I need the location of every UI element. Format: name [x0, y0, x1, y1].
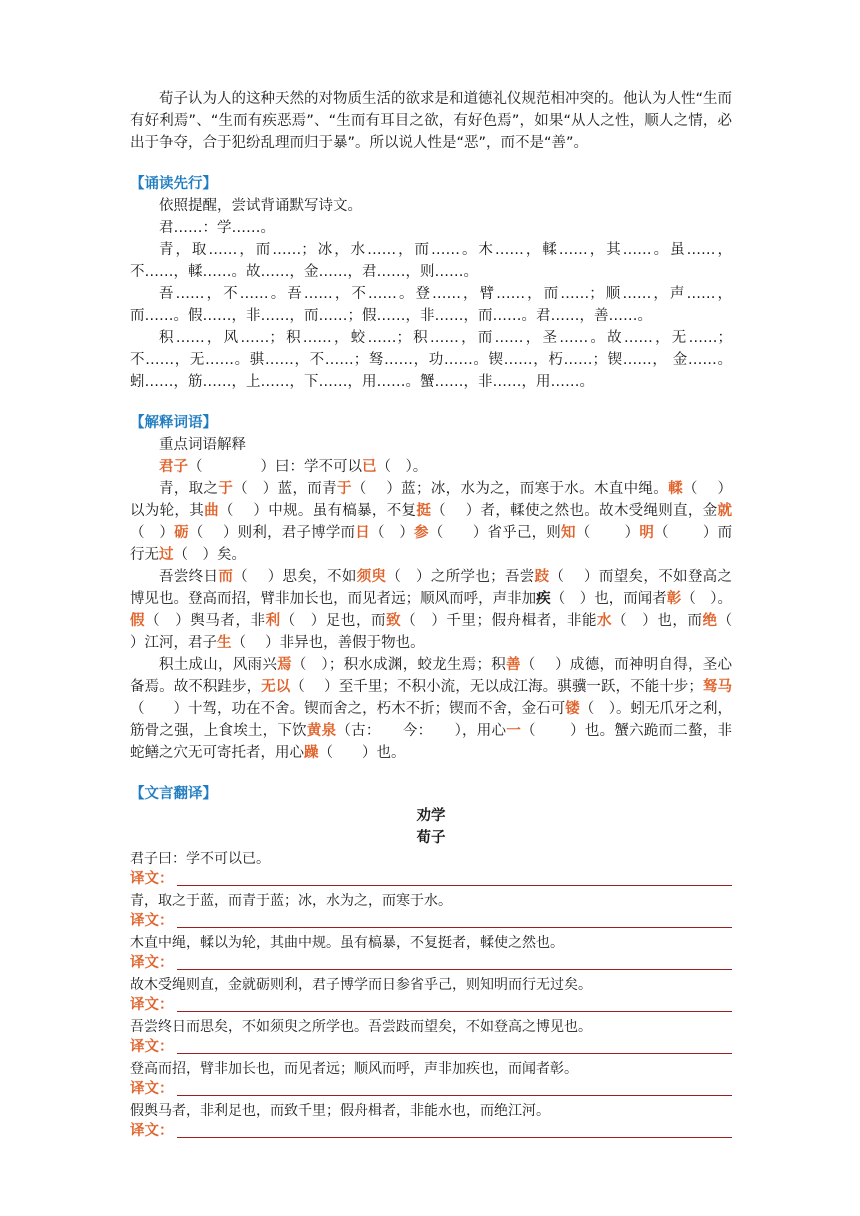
document-page: [130, 88, 752, 1143]
explain-paragraph: [130, 456, 732, 478]
explain-text: （ ）曰：学不可以: [188, 459, 362, 475]
translation-exercises: [130, 849, 732, 1142]
translation-answer-row: [130, 869, 732, 890]
work-author: 荀子: [416, 830, 446, 846]
keyword-highlight: 已: [362, 459, 377, 475]
translation-answer-line[interactable]: [177, 1039, 733, 1054]
translate-section-title: 【文言翻译】: [130, 786, 217, 802]
explain-text: （ ）也，而: [612, 613, 703, 629]
translation-answer-row: [130, 1079, 732, 1100]
keyword-highlight: 利: [265, 613, 281, 629]
explain-paragraph: [130, 654, 732, 764]
explain-text: （ ）: [575, 525, 640, 541]
translation-answer-line[interactable]: [177, 1081, 733, 1096]
keyword-highlight: 而: [218, 569, 234, 585]
explain-text: （ ）也，而闻者: [550, 591, 667, 607]
explain-text: （ ）之所学也；吾尝: [386, 569, 535, 585]
translation-answer-line[interactable]: [177, 1123, 733, 1138]
explain-text: （ ）而行无: [130, 525, 733, 563]
keyword-highlight: 过: [159, 547, 174, 563]
keyword-highlight: 水: [597, 613, 613, 629]
explain-text: （ ）江河，君子: [130, 613, 752, 651]
explain-text: （ ）千里；假舟楫者，非能: [401, 613, 598, 629]
keyword-highlight: 黄泉: [306, 723, 337, 739]
keyword-highlight: 参: [414, 525, 429, 541]
translation-answer-line[interactable]: [177, 997, 733, 1012]
explain-text: （ ）十驾，功在不舍。锲而舍之，朽木不折；锲而不舍，金石可: [130, 701, 566, 717]
explain-text: 积土成山，风雨兴: [159, 657, 278, 673]
explain-text: （ ）蓝；冰，水为之，而寒于水。木直中绳。: [351, 481, 669, 497]
keyword-bold: 疾: [536, 591, 551, 607]
translation-label: 译文：: [130, 1081, 174, 1097]
explain-text: （ ）者，輮使之然也。故木受绳则直，金: [431, 503, 718, 519]
explain-paragraph: [130, 478, 732, 566]
keyword-highlight: 于: [218, 481, 234, 497]
translation-label: 译文：: [130, 1123, 174, 1139]
keyword-highlight: 砺: [174, 525, 189, 541]
keyword-highlight: 明: [639, 525, 655, 541]
keyword-highlight: 日: [355, 525, 370, 541]
intro-paragraph: 荀子认为人的这种天然的对物质生活的欲求是和道德礼仪规范相冲突的。他认为人性“生而有好利焉”、“生而有疾恶焉”、“生而有耳目之欲，有好色焉”，如果“从人之性，顺人之情，必出于争夺，合于犯纷乱理而归于暴”。所以说人性是“恶”，而不是“善”。: [130, 91, 733, 151]
source-sentence: 君子曰：学不可以已。: [130, 851, 270, 867]
explain-text: （ ）: [369, 525, 415, 541]
source-sentence: 登高而招，臂非加长也，而见者远；顺风而呼，声非加疾也，而闻者彰。: [130, 1061, 578, 1077]
explain-text: （ ）矣。: [173, 547, 246, 563]
keyword-highlight: 于: [336, 481, 352, 497]
keyword-highlight: 一: [506, 723, 522, 739]
keyword-highlight: 须臾: [356, 569, 387, 585]
explain-text: （ ）而望矣，不如登高之博见也。登高而招，臂非加长也，而见者远；顺风而呼，声非加: [130, 569, 733, 607]
source-sentence: 吾尝终日而思矣，不如须臾之所学也。吾尝跂而望矣，不如登高之博见也。: [130, 1019, 592, 1035]
explain-paragraph: [130, 566, 752, 654]
explain-text: （ ）非异也，善假于物也。: [231, 635, 425, 651]
recite-line: 吾……，不……。吾……，不……。登……，臂……，而……；顺……，声……，而……。假……，非……，而……；假……，非……，而……。君……，善……。: [130, 286, 732, 324]
recite-line: 青，取……，而……；冰，水……，而……。木……，輮……，其……。虽……，不……，輮……。故……，金……，君……，则……。: [130, 242, 732, 280]
keyword-highlight: 就: [717, 503, 733, 519]
keyword-highlight: 绝: [702, 613, 718, 629]
translation-answer-row: [130, 1121, 732, 1142]
keyword-highlight: 彰: [666, 591, 682, 607]
keyword-highlight: 致: [386, 613, 402, 629]
keyword-highlight: 跂: [534, 569, 550, 585]
explain-text: （ ）以为轮，其: [130, 481, 733, 519]
source-sentence: 木直中绳，輮以为轮，其曲中规。虽有槁暴，不复挺者，輮使之然也。: [130, 935, 564, 951]
keyword-highlight: 善: [506, 657, 521, 673]
translation-answer-line[interactable]: [177, 955, 733, 970]
keyword-highlight: 假: [130, 613, 146, 629]
explain-text: （古： 今： ），用心: [336, 723, 507, 739]
translation-answer-line[interactable]: [177, 913, 733, 928]
source-sentence: 故木受绳则直，金就砺则利，君子博学而日参省乎己，则知明而行无过矣。: [130, 977, 592, 993]
explain-text: （ ）。: [681, 591, 733, 607]
translation-label: 译文：: [130, 871, 174, 887]
explain-text: （ ）中规。虽有槁暴，不复: [218, 503, 417, 519]
explain-text: （ ）思矣，不如: [233, 569, 357, 585]
recite-section-title: 【诵读先行】: [130, 176, 217, 192]
explain-text: （ ）。蚓无爪牙之利，筋骨之强，上食埃土，下饮: [130, 701, 733, 739]
translation-answer-row: [130, 1037, 732, 1058]
translation-answer-row: [130, 995, 732, 1016]
keyword-highlight: 驽马: [702, 679, 733, 695]
explain-text: （ ）。: [376, 459, 428, 475]
explain-text: （ ）也。: [318, 745, 406, 761]
keyword-highlight: 镂: [565, 701, 580, 717]
explain-text: （ ）至千里；不积小流，无以成江海。骐骥一跃，不能十步；: [290, 679, 703, 695]
explain-text: （ ）也。蟹六跪而二螯，非蛇鳝之穴无可寄托者，用心: [130, 723, 733, 761]
keyword-highlight: 躁: [304, 745, 319, 761]
keyword-highlight: 君子: [159, 459, 188, 475]
explain-text: （ ）舆马者，非: [145, 613, 266, 629]
recite-instruction: 依照提醒，尝试背诵默写诗文。: [159, 198, 362, 214]
explain-section-title: 【解释词语】: [130, 415, 217, 431]
translation-label: 译文：: [130, 913, 174, 929]
explain-text: 青，取之: [159, 481, 219, 497]
keyword-highlight: 曲: [204, 503, 219, 519]
explain-text: （ ）蓝，而青: [233, 481, 337, 497]
explain-text: （ ）足也，而: [280, 613, 387, 629]
source-sentence: 青，取之于蓝，而青于蓝；冰，水为之，而寒于水。: [130, 893, 452, 909]
explain-text: （ ）: [130, 525, 175, 541]
keyword-highlight: 知: [561, 525, 576, 541]
keyword-highlight: 輮: [668, 481, 683, 497]
explain-text: （ ）成德，而神明自得，圣心备焉。故不积跬步，: [130, 657, 733, 695]
translation-label: 译文：: [130, 955, 174, 971]
explain-text: （ ）省乎己，则: [428, 525, 562, 541]
source-sentence: 假舆马者，非利足也，而致千里；假舟楫者，非能水也，而绝江河。: [130, 1103, 550, 1119]
keyword-highlight: 生: [217, 635, 232, 651]
recite-line: 君……：学……。: [159, 220, 275, 236]
work-title: 劝学: [416, 808, 446, 824]
explain-text: （ ）；积水成渊，蛟龙生焉；积: [291, 657, 507, 673]
explain-text: 吾尝终日: [159, 569, 219, 585]
explain-text: （ ）则利，君子博学而: [188, 525, 356, 541]
translation-label: 译文：: [130, 997, 174, 1013]
keyword-highlight: 挺: [416, 503, 432, 519]
explain-paragraphs: [130, 456, 752, 764]
translation-answer-row: [130, 953, 732, 974]
recite-line: 积……，风……；积……，蛟……；积……，而……，圣……。故……，无……；不……，无……。骐……，不……；驽……，功……。锲……，朽……；锲……， 金……。蚓……，筋……，上……，下……，用……。蟹……，非……，用……。: [130, 330, 732, 390]
translation-answer-line[interactable]: [177, 871, 733, 886]
keyword-highlight: 焉: [277, 657, 292, 673]
translation-answer-row: [130, 911, 732, 932]
explain-subtitle: 重点词语解释: [159, 437, 246, 453]
translation-label: 译文：: [130, 1039, 174, 1055]
keyword-highlight: 无以: [261, 679, 291, 695]
